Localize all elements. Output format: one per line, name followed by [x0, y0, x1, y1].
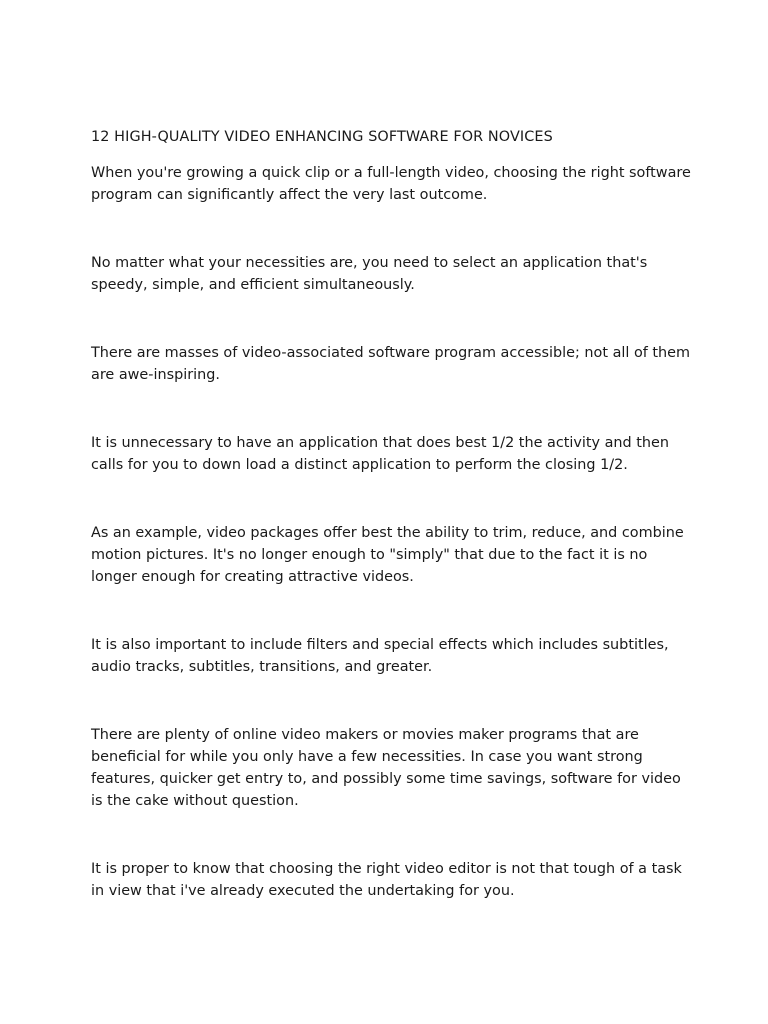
paragraph-2: No matter what your necessities are, you need to select an application that's speedy, simple, and efficient simultaneously.	[91, 255, 648, 293]
document-title: 12 HIGH-QUALITY VIDEO ENHANCING SOFTWARE FOR NOVICES	[91, 129, 553, 145]
paragraph-3: There are masses of video-associated software program accessible; not all of them are awe-inspiring.	[91, 345, 691, 383]
paragraph-1: When you're growing a quick clip or a full-length video, choosing the right software program can significantly affect the very last outcome.	[91, 165, 691, 203]
paragraph-4: It is unnecessary to have an application that does best 1/2 the activity and then calls for you to down load a distinct application to perform the closing 1/2.	[91, 435, 670, 473]
paragraph-6: It is also important to include filters and special effects which includes subtitles, audio tracks, subtitles, transitions, and greater.	[91, 637, 669, 675]
paragraph-5: As an example, video packages offer best the ability to trim, reduce, and combine motion pictures. It's no longer enough to "simply" that due to the fact it is no longer enough for creating attractive videos.	[91, 525, 684, 585]
document-body	[91, 126, 691, 948]
paragraph-8: It is proper to know that choosing the right video editor is not that tough of a task in view that i've already executed the undertaking for you.	[91, 861, 682, 899]
paragraph-7: There are plenty of online video makers or movies maker programs that are beneficial for while you only have a few necessities. In case you want strong features, quicker get entry to, and possibly some time savings, software for video is the cake without question.	[91, 727, 681, 809]
